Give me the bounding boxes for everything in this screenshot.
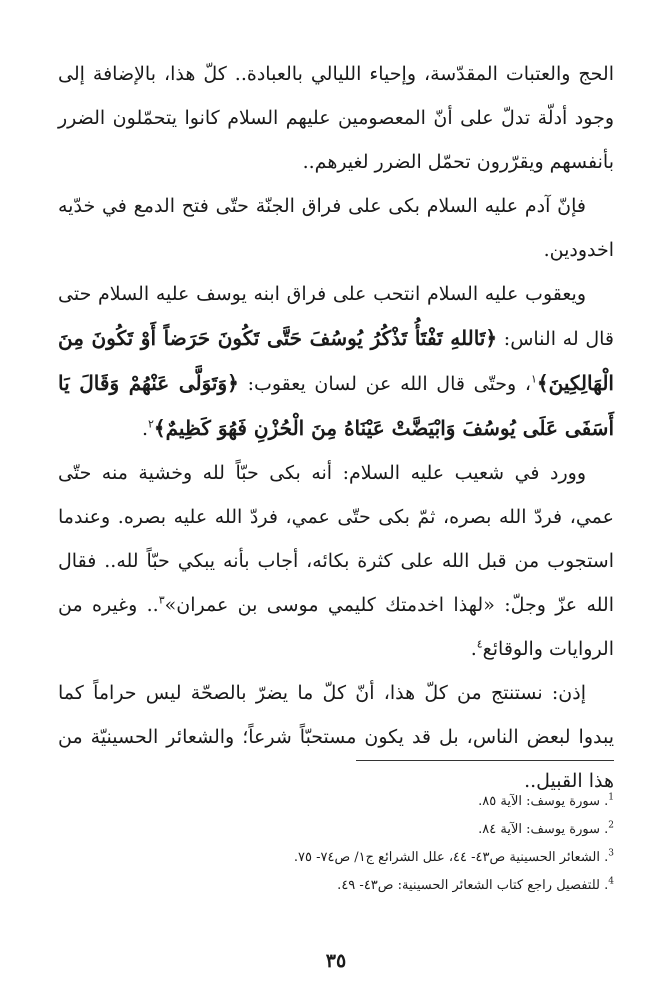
- footnote-ref-3: ٣: [158, 593, 165, 607]
- footnote-text: للتفصيل راجع كتاب الشعائر الحسينية: ص٤٣- ٤٩.: [337, 878, 600, 893]
- paragraph-shuaib: وورد في شعيب عليه السلام: أنه بكى حبّاً لله وخشية منه حتّى عمي، فردّ الله بصره، ثمّ بكى حتّى عمي، فردّ الله عليه بصره. وعندما استجوب من قبل الله على كثرة بكائه، أجاب بأنه يبكي حبّاً لله.. فقال الله عزّ وجلّ: «لهذا اخدمتك كليمي موسى بن عمران»$^٣$.. وغيره من الروايات والوقائع$^٤$.: [58, 462, 614, 660]
- quran-verse-1: ﴿تَاللهِ تَفْتَأُ تَذْكُرُ يُوسُفَ حَتَّى تَكُونَ حَرَضاً أَوْ تَكُونَ مِنَ الْهَالِكِينَ﴾: [58, 326, 614, 395]
- paragraph-hajj-text: الحج والعتبات المقدّسة، وإحياء الليالي بالعبادة.. كلّ هذا، بالإضافة إلى وجود أدلّة تدلّ على أنّ المعصومين عليهم السلام كانوا يتحمّلون الضرر بأنفسهم ويقرّرون تحمّل الضرر لغيرهم..: [58, 63, 614, 173]
- footnote-text: سورة يوسف: الآية ٨٥.: [478, 794, 600, 809]
- footnote-text: سورة يوسف: الآية ٨٤.: [478, 822, 600, 837]
- footnote-number: 4: [608, 876, 614, 887]
- footnote-text: الشعائر الحسينية ص٤٣- ٤٤، علل الشرائع ج١/ ص٧٤- ٧٥.: [293, 850, 600, 865]
- footnote-4: $^4$. للتفصيل راجع كتاب الشعائر الحسينية: ص٤٣- ٤٩.: [337, 876, 614, 893]
- footnote-2: $^2$. سورة يوسف: الآية ٨٤.: [478, 820, 614, 837]
- footnote-number: 3: [608, 848, 614, 859]
- main-text: [58, 52, 614, 803]
- paragraph-conclusion-text: إذن: نستنتج من كلّ هذا، أنّ كلّ ما يضرّ بالصحّة ليس حراماً كما يبدوا لبعض الناس، بل قد يكون مستحبّاً شرعاً؛ والشعائر الحسينيّة من هذا القبيل..: [58, 682, 614, 792]
- footnote-number: 1: [608, 792, 614, 803]
- paragraph-adam: [58, 184, 614, 272]
- footnote-3: $^3$. الشعائر الحسينية ص٤٣- ٤٤، علل الشرائع ج١/ ص٧٤- ٧٥.: [293, 848, 614, 865]
- footnote-divider: [356, 760, 614, 761]
- footnote-1: $^1$. سورة يوسف: الآية ٨٥.: [478, 792, 614, 809]
- footnote-number: 2: [608, 820, 614, 831]
- paragraph-adam-text: فإنّ آدم عليه السلام بكى على فراق الجنّة حتّى فتح الدمع في خدّيه اخدودين.: [58, 195, 614, 261]
- paragraph-conclusion: [58, 671, 614, 803]
- footnotes: [58, 788, 614, 900]
- quran-verse-2: ﴿وَتَوَلَّى عَنْهُمْ وَقَالَ يَا أَسَفَى عَلَى يُوسُفَ وَابْيَضَّتْ عَيْنَاهُ مِنَ الْحُزْنِ فَهُوَ كَظِيمٌ﴾: [58, 371, 614, 440]
- paragraph-shuaib-tail: .. وغيره من الروايات والوقائع: [58, 594, 614, 660]
- paragraph-yaqub-text: ويعقوب عليه السلام انتحب على فراق ابنه يوسف عليه السلام حتى قال له الناس:: [58, 283, 615, 350]
- paragraph-yaqub: ويعقوب عليه السلام انتحب على فراق ابنه يوسف عليه السلام حتى قال له الناس: ﴿تَاللهِ تَفْتَأُ تَذْكُرُ يُوسُفَ حَتَّى تَكُونَ حَرَضاً أَوْ تَكُونَ مِنَ الْهَالِكِينَ﴾$^١$، وحتّى قال الله عن لسان يعقوب: ﴿وَتَوَلَّى عَنْهُمْ وَقَالَ يَا أَسَفَى عَلَى يُوسُفَ وَابْيَضَّتْ عَيْنَاهُ مِنَ الْحُزْنِ فَهُوَ كَظِيمٌ﴾$^٢$.: [58, 283, 615, 440]
- paragraph-hajj: [58, 52, 614, 184]
- footnote-ref-4: ٤: [476, 637, 483, 651]
- footnote-ref-1: ١: [530, 372, 537, 386]
- paragraph-shuaib-text: وورد في شعيب عليه السلام: أنه بكى حبّاً لله وخشية منه حتّى عمي، فردّ الله بصره، ثمّ بكى حتّى عمي، فردّ الله عليه بصره. وعندما استجوب من قبل الله على كثرة بكائه، أجاب بأنه يبكي حبّاً لله.. فقال الله عزّ وجلّ: «لهذا اخدمتك كليمي موسى بن عمران»: [58, 462, 614, 616]
- footnote-ref-2: ٢: [147, 417, 154, 431]
- book-page: [58, 52, 614, 992]
- page-number: ٣٥: [325, 950, 347, 972]
- paragraph-hatta-prefix: وحتّى قال الله عن لسان يعقوب:: [247, 373, 517, 395]
